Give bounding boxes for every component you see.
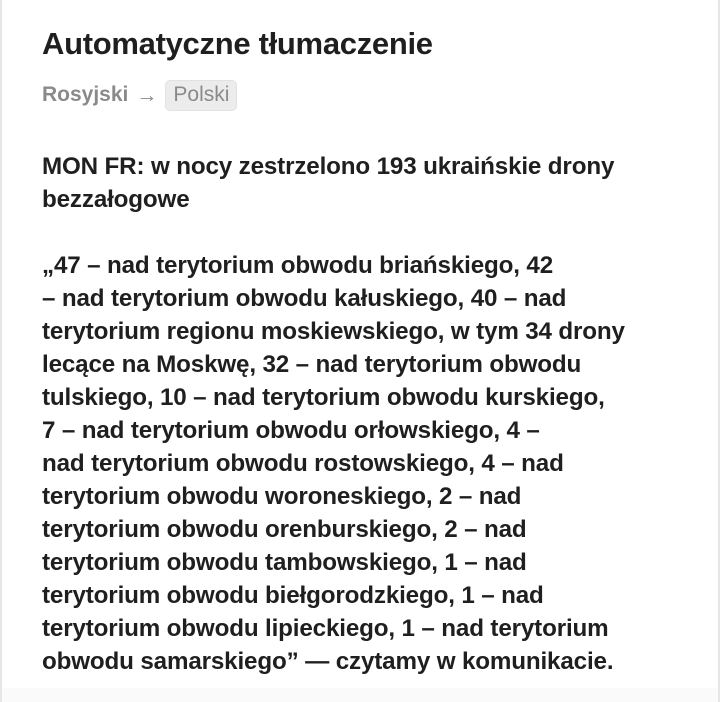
target-language-chip[interactable]: Polski [165, 80, 237, 111]
body-line: terytorium regionu moskiewskiego, w tym 34 drony [42, 318, 625, 345]
body-line: terytorium obwodu biełgorodzkiego, 1 – nad [42, 582, 544, 609]
body-line: terytorium obwodu lipieckiego, 1 – nad terytorium [42, 615, 609, 642]
source-language-label[interactable]: Rosyjski [42, 83, 129, 106]
translated-text [42, 150, 692, 678]
body-line: terytorium obwodu tambowskiego, 1 – nad [42, 549, 527, 576]
language-selector-row [42, 80, 237, 110]
translated-headline [42, 150, 692, 216]
body-line: tulskiego, 10 – nad terytorium obwodu kurskiego, [42, 384, 605, 411]
translated-body [42, 249, 692, 678]
body-line: – nad terytorium obwodu kałuskiego, 40 – nad [42, 285, 567, 312]
headline-line: MON FR: w nocy zestrzelono 193 ukraińskie drony [42, 153, 615, 180]
body-line: lecące na Moskwę, 32 – nad terytorium obwodu [42, 351, 582, 378]
headline-line: bezzałogowe [42, 186, 190, 213]
bottom-edge [2, 688, 718, 702]
body-line: terytorium obwodu woroneskiego, 2 – nad [42, 483, 522, 510]
body-line: „47 – nad terytorium obwodu briańskiego, 42 [42, 252, 554, 279]
arrow-right-icon: → [136, 83, 158, 107]
panel-title: Automatyczne tłumaczenie [42, 26, 433, 61]
body-line: obwodu samarskiego” — czytamy w komunikacie. [42, 648, 614, 675]
body-line: nad terytorium obwodu rostowskiego, 4 – nad [42, 450, 564, 477]
body-line: 7 – nad terytorium obwodu orłowskiego, 4 – [42, 417, 540, 444]
body-line: terytorium obwodu orenburskiego, 2 – nad [42, 516, 527, 543]
